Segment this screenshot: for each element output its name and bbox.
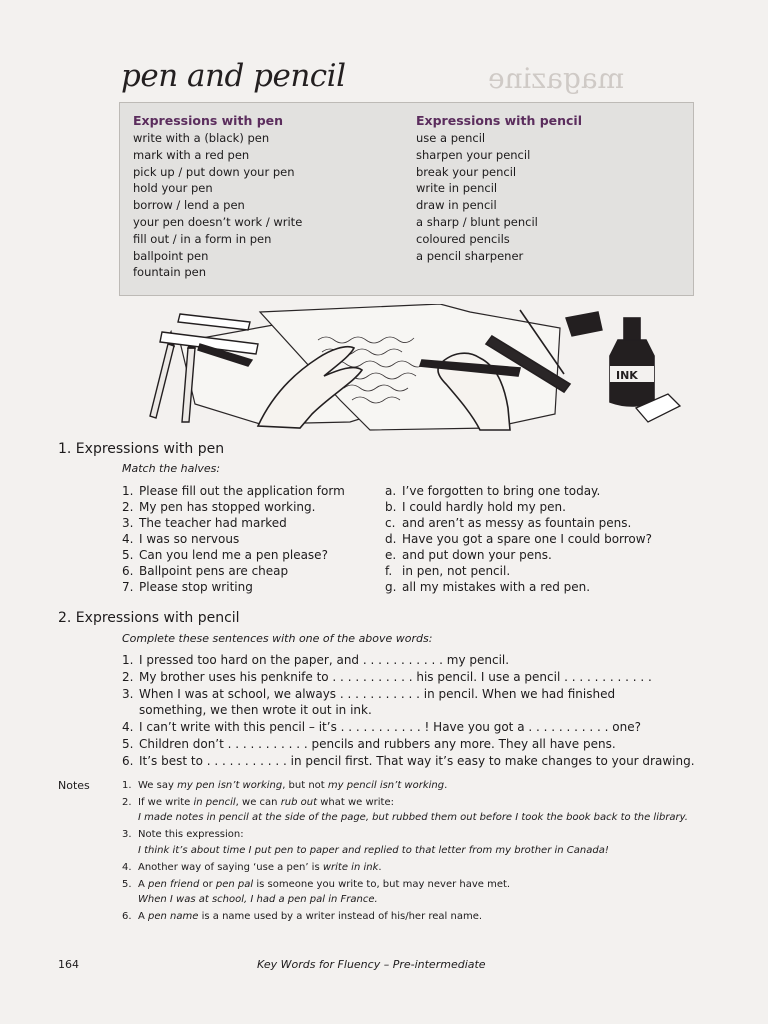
item-number: 5. bbox=[122, 737, 134, 751]
item-number: 4. bbox=[122, 532, 134, 546]
item-text: I’ve forgotten to bring one today. bbox=[402, 484, 601, 498]
item-text: It’s best to . . . . . . . . . . . in pencil first. That way it’s easy to make changes to your drawing. bbox=[139, 754, 695, 768]
item-text: Please stop writing bbox=[139, 580, 253, 594]
item-text: I was so nervous bbox=[139, 532, 240, 546]
item-number: 2. bbox=[122, 500, 134, 514]
expressions-box bbox=[119, 102, 694, 296]
note-6 bbox=[122, 911, 482, 922]
ink-label: INK bbox=[616, 369, 638, 382]
item-number: 4. bbox=[122, 720, 134, 734]
pencil-expression: sharpen your pencil bbox=[416, 147, 531, 162]
item-number: 6. bbox=[122, 564, 134, 578]
note-text: If we write bbox=[138, 797, 194, 808]
match-right-item bbox=[385, 564, 510, 578]
pen-expression: pick up / put down your pen bbox=[133, 164, 295, 179]
item-number: 6. bbox=[122, 754, 134, 768]
note-text: . bbox=[378, 862, 382, 873]
note-number: 3. bbox=[122, 829, 132, 840]
fill-in-sentence bbox=[122, 754, 695, 768]
pencil-expression: coloured pencils bbox=[416, 231, 510, 246]
item-text: The teacher had marked bbox=[139, 516, 287, 530]
item-text: Have you got a spare one I could borrow? bbox=[402, 532, 652, 546]
match-right-item bbox=[385, 516, 631, 530]
note-3 bbox=[122, 829, 244, 840]
note-1 bbox=[122, 780, 447, 791]
pen-expressions-column bbox=[133, 113, 302, 281]
note-number: 2. bbox=[122, 797, 132, 808]
match-right-item bbox=[385, 484, 600, 498]
match-right-item bbox=[385, 580, 590, 594]
pencil-expressions-heading: Expressions with pencil bbox=[416, 113, 582, 128]
item-text: I pressed too hard on the paper, and . . . . . . . . . . . my pencil. bbox=[139, 653, 510, 667]
item-text: Children don’t . . . . . . . . . . . pencils and rubbers any more. They all have pens. bbox=[139, 737, 616, 751]
note-text: . bbox=[444, 780, 448, 791]
match-left-item bbox=[122, 532, 239, 546]
fill-in-sentence bbox=[122, 737, 616, 751]
note-term: pen friend bbox=[148, 879, 200, 890]
fill-in-sentence-continued bbox=[122, 703, 372, 717]
match-right-item bbox=[385, 532, 652, 546]
pencil-expression: a sharp / blunt pencil bbox=[416, 214, 538, 229]
note-text: what we write: bbox=[317, 797, 394, 808]
note-text: is someone you write to, but may never have met. bbox=[253, 879, 511, 890]
pencil-sharpener bbox=[566, 312, 602, 336]
pen-expression: borrow / lend a pen bbox=[133, 198, 245, 213]
note-term: pen name bbox=[148, 911, 199, 922]
match-right-item bbox=[385, 500, 566, 514]
note-term: in pencil bbox=[193, 797, 236, 808]
match-left-item bbox=[122, 484, 345, 498]
item-letter: e. bbox=[385, 548, 397, 562]
notes-label: Notes bbox=[58, 779, 90, 792]
note-5 bbox=[122, 879, 510, 890]
note-3-example: I think it’s about time I put pen to paper and replied to that letter from my brother in Canada! bbox=[138, 845, 609, 856]
item-text: My pen has stopped working. bbox=[139, 500, 316, 514]
match-left-item bbox=[122, 580, 253, 594]
item-number: 3. bbox=[122, 687, 134, 701]
item-number: 2. bbox=[122, 670, 134, 684]
item-text: When I was at school, we always . . . . . . . . . . . in pencil. When we had finished bbox=[139, 687, 616, 701]
note-text: , we can bbox=[235, 797, 281, 808]
note-2 bbox=[122, 797, 394, 808]
item-letter: c. bbox=[385, 516, 396, 530]
note-text: is a name used by a writer instead of his/her real name. bbox=[198, 911, 483, 922]
note-text: We say bbox=[138, 780, 178, 791]
pen-expression: fountain pen bbox=[133, 265, 207, 280]
fill-in-sentence bbox=[122, 687, 615, 701]
item-letter: g. bbox=[385, 580, 397, 594]
item-text: in pen, not pencil. bbox=[402, 564, 511, 578]
match-left-item bbox=[122, 516, 287, 530]
pencil-expression: write in pencil bbox=[416, 181, 498, 196]
item-text: all my mistakes with a red pen. bbox=[402, 580, 591, 594]
item-text: Can you lend me a pen please? bbox=[139, 548, 328, 562]
match-left-item bbox=[122, 564, 288, 578]
note-2-example: I made notes in pencil at the side of the page, but rubbed them out before I took the book back to the library. bbox=[138, 812, 688, 823]
pen-expression: hold your pen bbox=[133, 181, 213, 196]
section-2-instruction: Complete these sentences with one of the above words: bbox=[122, 632, 433, 645]
note-text: Another way of saying ‘use a pen’ is bbox=[138, 862, 323, 873]
pencil-expression: use a pencil bbox=[416, 131, 486, 145]
ink-bottle bbox=[610, 318, 654, 406]
pencil-expression: draw in pencil bbox=[416, 198, 497, 213]
note-number: 4. bbox=[122, 862, 132, 873]
item-text: something, we then wrote it out in ink. bbox=[139, 703, 372, 717]
match-left-item bbox=[122, 500, 315, 514]
note-term: rub out bbox=[280, 797, 318, 808]
pen-expression: write with a (black) pen bbox=[133, 131, 270, 145]
page-title: pen and pencil bbox=[121, 58, 346, 94]
item-number: 7. bbox=[122, 580, 134, 594]
note-5-example: When I was at school, I had a pen pal in France. bbox=[138, 894, 378, 905]
note-text: A bbox=[138, 911, 149, 922]
item-text: and put down your pens. bbox=[402, 548, 552, 562]
note-term: my pencil isn’t working bbox=[327, 780, 445, 791]
item-text: I can’t write with this pencil – it’s . . . . . . . . . . . ! Have you got a . . . . . . . . . . . one? bbox=[139, 720, 641, 734]
note-text: Note this expression: bbox=[138, 829, 244, 840]
fill-in-sentence bbox=[122, 720, 641, 734]
note-4 bbox=[122, 862, 382, 873]
note-term: pen pal bbox=[215, 879, 254, 890]
section-1-instruction: Match the halves: bbox=[122, 462, 221, 475]
note-text: A bbox=[138, 879, 149, 890]
item-number: 3. bbox=[122, 516, 134, 530]
note-text: , but not bbox=[282, 780, 328, 791]
item-text: and aren’t as messy as fountain pens. bbox=[402, 516, 632, 530]
item-letter: f. bbox=[385, 564, 393, 578]
pencil-expressions-column bbox=[416, 113, 582, 264]
item-letter: d. bbox=[385, 532, 397, 546]
pen-expression: your pen doesn’t work / write bbox=[133, 214, 303, 229]
match-left-item bbox=[122, 548, 328, 562]
item-number: 5. bbox=[122, 548, 134, 562]
item-text: Please fill out the application form bbox=[139, 484, 345, 498]
writing-illustration bbox=[140, 304, 685, 432]
item-text: My brother uses his penknife to . . . . . . . . . . . his pencil. I use a pencil . . . . . . . . . . . . bbox=[139, 670, 652, 684]
item-number: 1. bbox=[122, 653, 134, 667]
pencil-expression: break your pencil bbox=[416, 164, 517, 179]
page-number: 164 bbox=[58, 958, 79, 971]
pen-expression: fill out / in a form in pen bbox=[133, 231, 272, 246]
fill-in-sentence bbox=[122, 670, 652, 684]
note-text: or bbox=[199, 879, 216, 890]
item-number: 1. bbox=[122, 484, 134, 498]
pencil-expression: a pencil sharpener bbox=[416, 248, 524, 263]
book-title: Key Words for Fluency – Pre-intermediate bbox=[257, 958, 486, 971]
pen-expressions-heading: Expressions with pen bbox=[133, 113, 284, 128]
note-number: 1. bbox=[122, 780, 132, 791]
note-number: 6. bbox=[122, 911, 132, 922]
section-2-heading: 2. Expressions with pencil bbox=[58, 610, 240, 626]
show-through-text: magazine bbox=[488, 62, 625, 95]
pen-expression: ballpoint pen bbox=[133, 248, 209, 263]
item-letter: b. bbox=[385, 500, 397, 514]
note-number: 5. bbox=[122, 879, 132, 890]
item-letter: a. bbox=[385, 484, 397, 498]
item-text: Ballpoint pens are cheap bbox=[139, 564, 289, 578]
note-term: my pen isn’t working bbox=[177, 780, 283, 791]
match-right-item bbox=[385, 548, 552, 562]
fill-in-sentence bbox=[122, 653, 509, 667]
note-term: write in ink bbox=[322, 862, 379, 873]
section-1-heading: 1. Expressions with pen bbox=[58, 441, 225, 457]
item-text: I could hardly hold my pen. bbox=[402, 500, 566, 514]
pen-expression: mark with a red pen bbox=[133, 147, 250, 162]
